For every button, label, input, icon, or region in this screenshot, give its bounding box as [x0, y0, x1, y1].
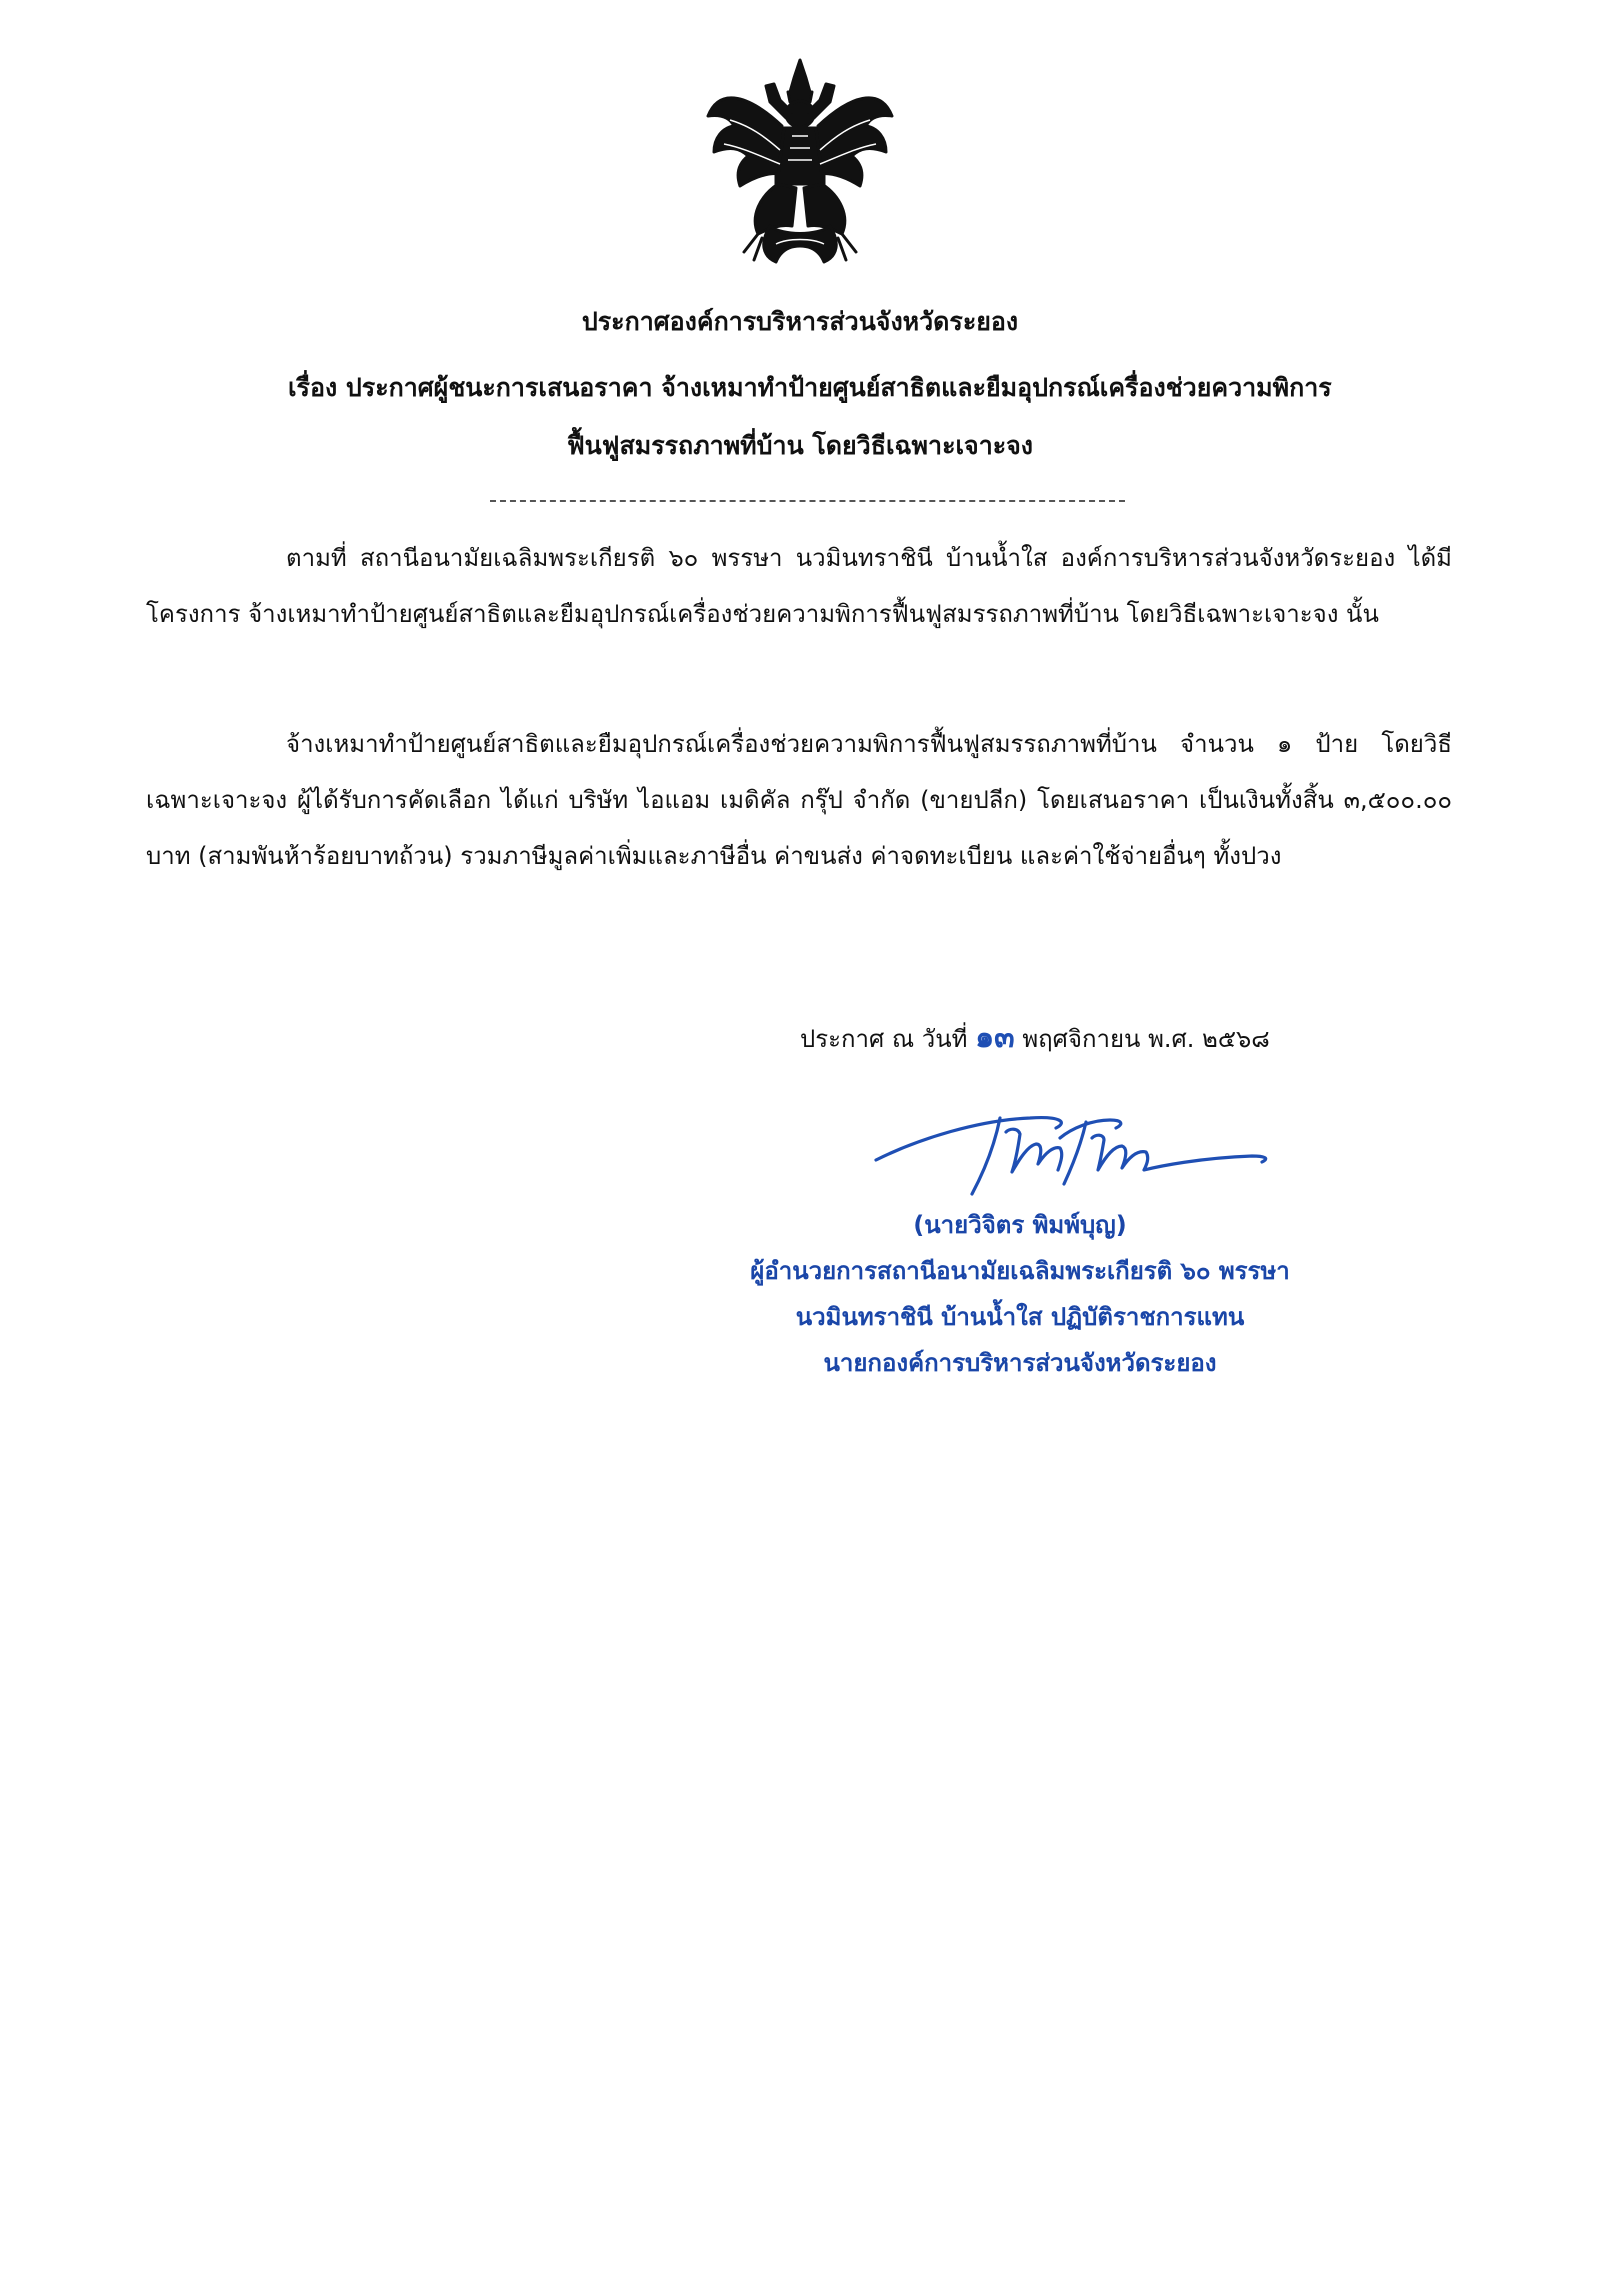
- signer-position-2: นวมินทราชินี บ้านน้ำใส ปฏิบัติราชการแทน: [795, 1303, 1245, 1331]
- signer-name: (นายวิจิตร พิมพ์บุญ): [913, 1211, 1127, 1239]
- announcement-date: [800, 1016, 1400, 1061]
- date-month-year: พฤศจิกายน พ.ศ. ๒๕๖๘: [1022, 1025, 1270, 1053]
- announcement-title: ประกาศองค์การบริหารส่วนจังหวัดระยอง: [581, 307, 1019, 336]
- paragraph-1-text: ตามที่ สถานีอนามัยเฉลิมพระเกียรติ ๖๐ พรรษา นวมินทราชินี บ้านน้ำใส องค์การบริหารส่วนจังหวัดระยอง ได้มีโครงการ จ้างเหมาทำป้ายศูนย์สาธิตและยืมอุปกรณ์เครื่องช่วยความพิการฟื้นฟูสมรรถภาพที่บ้าน โดยวิธีเฉพาะเจาะจง นั้น: [146, 544, 1452, 628]
- signer-position-3: นายกองค์การบริหารส่วนจังหวัดระยอง: [823, 1349, 1217, 1377]
- signer-position-1: ผู้อำนวยการสถานีอนามัยเฉลิมพระเกียรติ ๖๐ พรรษา: [750, 1257, 1290, 1285]
- subject-line-1: เรื่อง ประกาศผู้ชนะการเสนอราคา จ้างเหมาทำป้ายศูนย์สาธิตและยืมอุปกรณ์เครื่องช่วยความพิการ: [288, 373, 1332, 402]
- date-day: ๑๓: [975, 1020, 1015, 1055]
- dashed-divider: [490, 500, 1125, 502]
- signer-block: [720, 1202, 1400, 1386]
- garuda-emblem-icon: [700, 56, 900, 271]
- handwritten-signature: [860, 1098, 1280, 1218]
- paragraph-2-text: จ้างเหมาทำป้ายศูนย์สาธิตและยืมอุปกรณ์เครื่องช่วยความพิการฟื้นฟูสมรรถภาพที่บ้าน จำนวน ๑ ป้าย โดยวิธีเฉพาะเจาะจง ผู้ได้รับการคัดเลือก ได้แก่ บริษัท ไอแอม เมดิคัล กรุ๊ป จำกัด (ขายปลีก) โดยเสนอราคา เป็นเงินทั้งสิ้น ๓,๕๐๐.๐๐ บาท (สามพันห้าร้อยบาทถ้วน) รวมภาษีมูลค่าเพิ่มและภาษีอื่น ค่าขนส่ง ค่าจดทะเบียน และค่าใช้จ่ายอื่นๆ ทั้งปวง: [146, 730, 1452, 870]
- date-prefix: ประกาศ ณ วันที่: [800, 1025, 968, 1053]
- body-paragraph-2: [146, 716, 1452, 884]
- body-paragraph-1: [146, 530, 1452, 642]
- subject-line-2: ฟื้นฟูสมรรถภาพที่บ้าน โดยวิธีเฉพาะเจาะจง: [566, 431, 1034, 460]
